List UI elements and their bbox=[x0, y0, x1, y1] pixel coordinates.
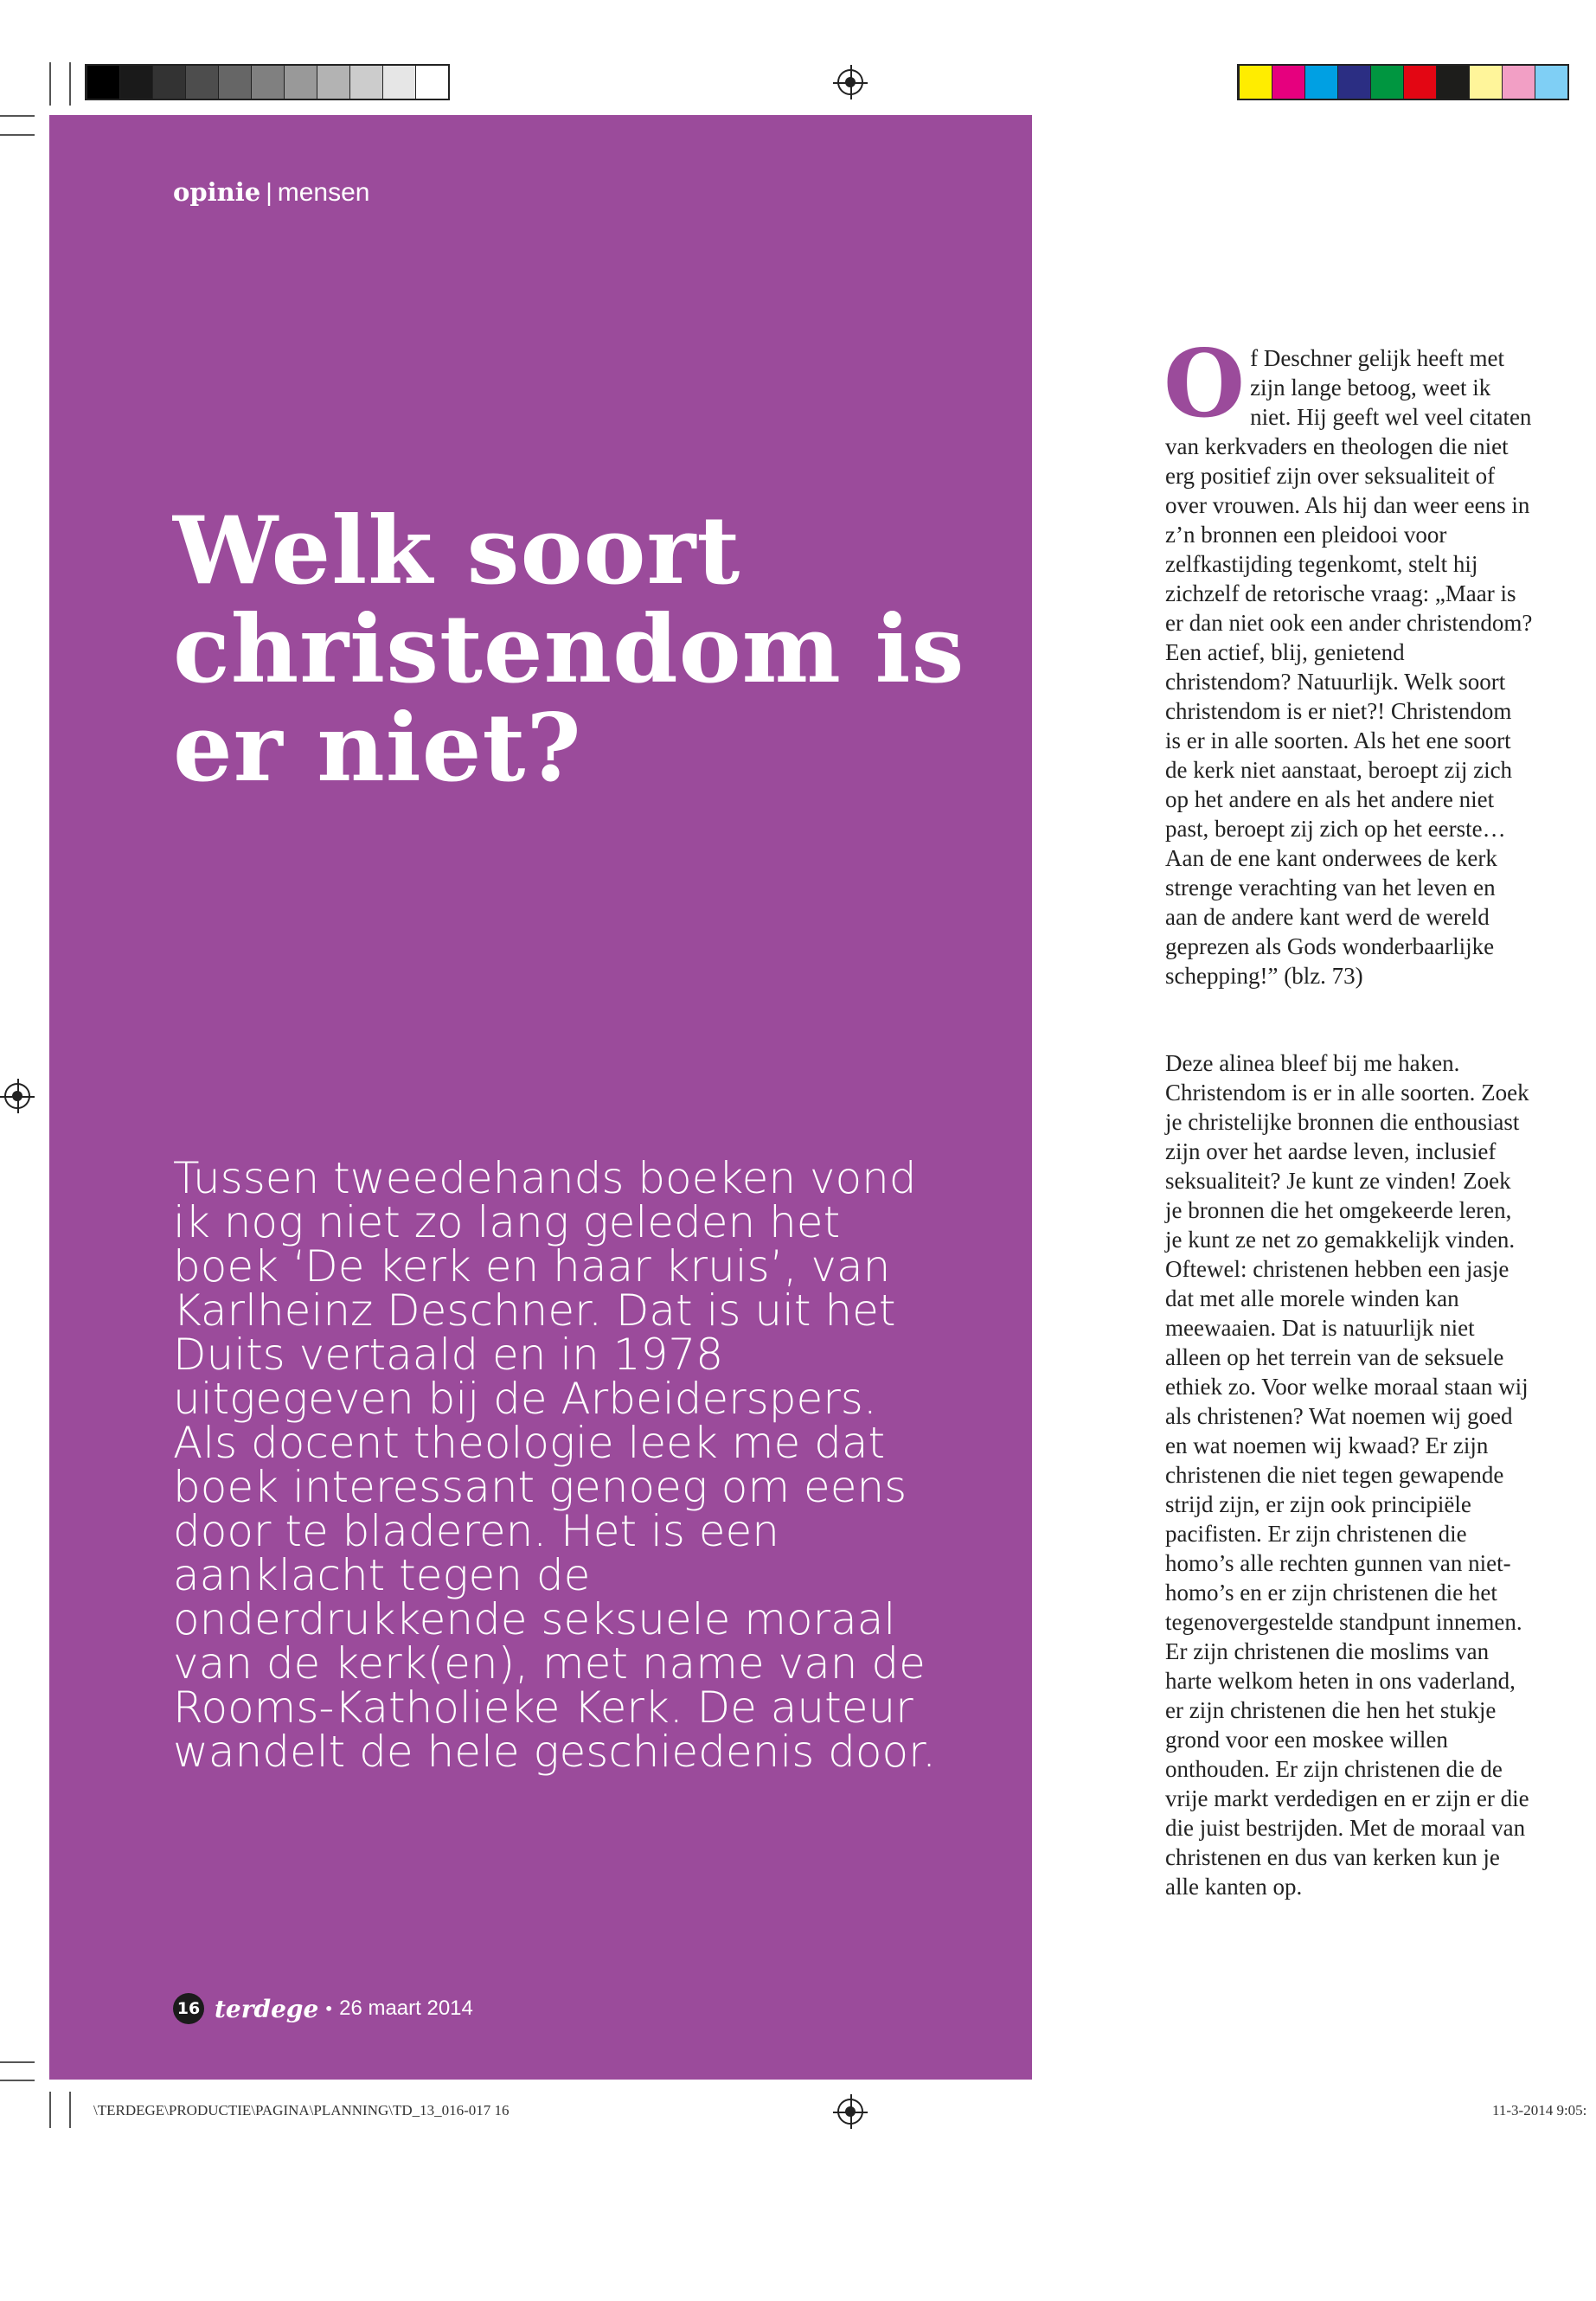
headline: Welk soort christendom is er niet? bbox=[173, 497, 965, 803]
paragraph-1-text: f Deschner gelijk heeft met zijn lange betoog, weet ik niet. Hij geeft wel veel citaten van kerkvaders en theologen die niet erg positief zijn over seksualiteit of over vrouwen. Als hij dan weer eens in z’n bronnen een pleidooi voor zelfkastijding tegenkomt, stelt hij zichzelf de retorische vraag: „Maar is er dan niet ook een ander christendom? Een actief, blij, genietend christendom? Natuurlijk. Welk soort christendom is er niet?! Christendom is er in alle soorten. Als het ene soort de kerk niet aanstaat, beroept zij zich op het andere en als het andere niet past, beroept zij zich op het eerste… Aan de ene kant onderwees de kerk strenge verachting van het leven en aan de andere kant werd de wereld geprezen als Gods wonderbaarlijke schepping!” (blz. 73) bbox=[1165, 345, 1533, 989]
crop-mark bbox=[0, 2061, 35, 2063]
gray-swatch bbox=[349, 66, 382, 99]
section-label bbox=[173, 177, 369, 208]
gray-swatch bbox=[251, 66, 284, 99]
gray-swatch bbox=[284, 66, 317, 99]
paragraph-2: Deze alinea bleef bij me haken. Christendom is er in alle soorten. Zoek je christelijke bronnen die enthousiast zijn over het aardse leven, inclusief seksualiteit? Je kunt ze vinden! Zoek je bronnen die het omgekeerde leren, je kunt ze net zo gemakkelijk vinden. Oftewel: christenen hebben een jasje dat met alle morele winden kan meewaaien. Dat is natuurlijk niet alleen op het terrein van de seksuele ethiek zo. Voor welke moraal staan wij als christenen? Wat noemen wij goed en wat noemen wij kwaad? Er zijn christenen die niet tegen gewapende strijd zijn, er zijn ook principiële pacifisten. Er zijn christenen die homo’s alle rechten gunnen van niet-homo’s en er zijn christenen die het tegenovergestelde standpunt innemen. Er zijn christenen die moslims van harte welkom heten in ons vaderland, er zijn christenen die hen het stukje grond voor een moskee willen onthouden. Er zijn christenen die de vrije markt verdedigen en er zijn er die die juist bestrijden. Met de moraal van christenen en dus van kerken kun je alle kanten op. bbox=[1165, 1050, 1529, 1900]
crop-mark bbox=[69, 2092, 71, 2128]
gray-swatch bbox=[87, 66, 119, 99]
section-category: opinie bbox=[173, 177, 261, 207]
crop-mark bbox=[0, 134, 35, 136]
gray-swatch bbox=[317, 66, 349, 99]
color-swatch bbox=[1337, 66, 1370, 99]
purple-panel bbox=[49, 115, 1032, 2080]
registration-mark-icon bbox=[837, 69, 863, 95]
crop-mark bbox=[49, 2092, 51, 2128]
page-number: 16 bbox=[173, 1993, 204, 2024]
paragraph-1 bbox=[1163, 330, 1533, 990]
crop-mark bbox=[69, 62, 71, 106]
color-swatch bbox=[1469, 66, 1502, 99]
registration-mark-icon bbox=[837, 2099, 863, 2125]
color-swatch bbox=[1403, 66, 1436, 99]
color-calibration-strip bbox=[1237, 64, 1569, 100]
gray-calibration-strip bbox=[85, 64, 450, 100]
crop-mark bbox=[49, 62, 51, 106]
brand-logo: terdege bbox=[215, 1994, 319, 2023]
color-swatch bbox=[1239, 66, 1272, 99]
gray-swatch bbox=[415, 66, 448, 99]
slug-path: \TERDEGE\PRODUCTIE\PAGINA\PLANNING\TD_13_016-017 16 bbox=[93, 2102, 510, 2118]
color-swatch bbox=[1502, 66, 1535, 99]
footer-bullet: • bbox=[324, 1998, 335, 2019]
gray-swatch bbox=[119, 66, 152, 99]
article-column bbox=[1163, 330, 1533, 990]
slug-timestamp: 11-3-2014 9:05: bbox=[1492, 2102, 1587, 2118]
gray-swatch bbox=[152, 66, 185, 99]
intro-text: Tussen tweedehands boeken vond ik nog niet zo lang geleden het boek ‘De kerk en haar kruis’, van Karlheinz Deschner. Dat is uit het Duits vertaald en in 1978 uitgegeven bij de Arbeiderspers. Als docent theologie leek me dat boek interessant genoeg om eens door te bladeren. Het is een aanklacht tegen de onderdrukkende seksuele moraal van de kerk(en), met name van de Rooms-Katholieke Kerk. De auteur wandelt de hele geschiedenis door. bbox=[173, 1153, 936, 1777]
color-swatch bbox=[1272, 66, 1304, 99]
color-swatch bbox=[1304, 66, 1337, 99]
gray-swatch bbox=[382, 66, 415, 99]
section-subcategory: mensen bbox=[277, 178, 370, 207]
registration-mark-icon bbox=[4, 1083, 30, 1109]
color-swatch bbox=[1535, 66, 1567, 99]
article-column-continued bbox=[1165, 1048, 1533, 1901]
crop-mark bbox=[0, 2080, 35, 2081]
color-swatch bbox=[1370, 66, 1403, 99]
section-divider: | bbox=[266, 179, 272, 207]
drop-cap: O bbox=[1163, 330, 1246, 439]
gray-swatch bbox=[218, 66, 251, 99]
crop-mark bbox=[0, 115, 35, 117]
color-swatch bbox=[1436, 66, 1469, 99]
issue-date: 26 maart 2014 bbox=[339, 1997, 473, 2020]
gray-swatch bbox=[185, 66, 218, 99]
page-footer bbox=[173, 1991, 473, 2026]
